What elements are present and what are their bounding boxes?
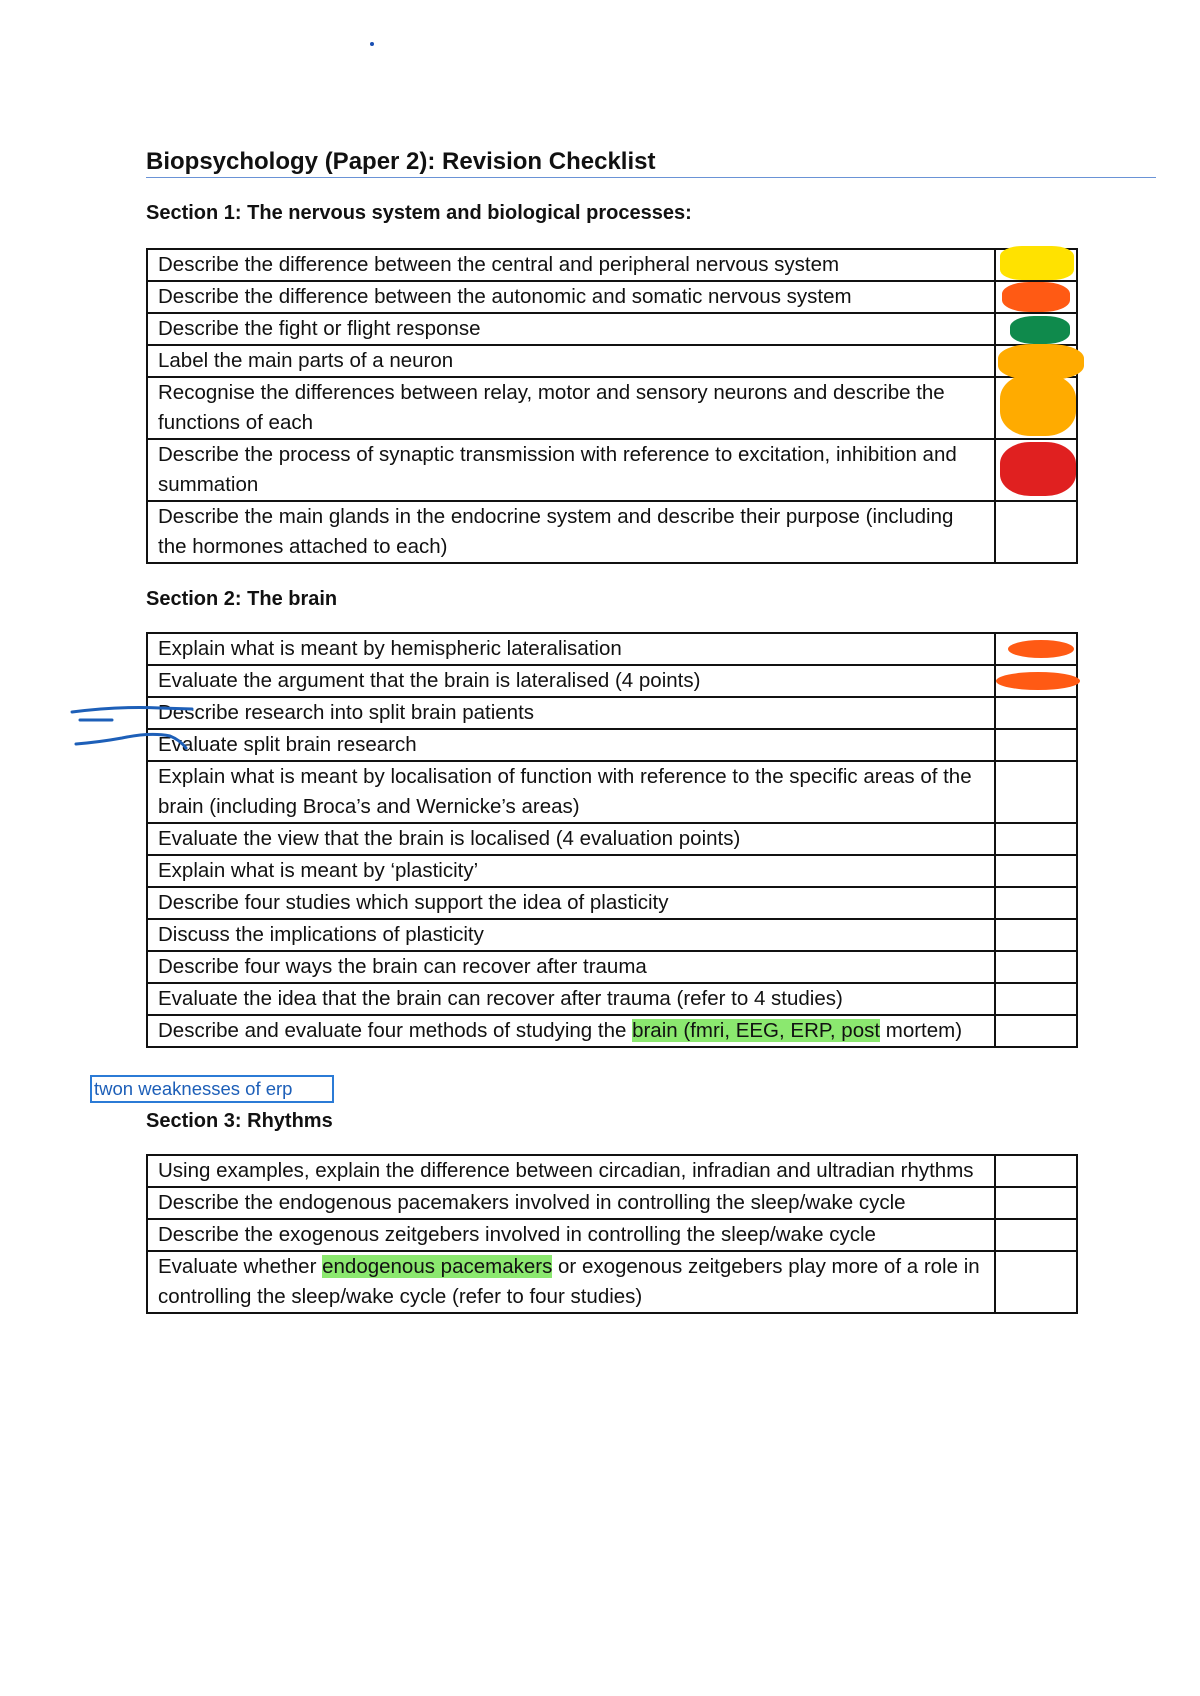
status-box[interactable] xyxy=(995,855,1077,887)
status-box[interactable] xyxy=(995,313,1077,345)
status-box[interactable] xyxy=(995,1155,1077,1187)
item-text: Evaluate the argument that the brain is lateralised (4 points) xyxy=(147,665,995,697)
item-text: Describe the main glands in the endocrine system and describe their purpose (including the hormones attached to each) xyxy=(147,501,995,563)
item-text xyxy=(147,1015,995,1047)
table-row xyxy=(147,633,1077,665)
status-box[interactable] xyxy=(995,1015,1077,1047)
item-text: Evaluate the view that the brain is localised (4 evaluation points) xyxy=(147,823,995,855)
item-text: Recognise the differences between relay, motor and sensory neurons and describe the functions of each xyxy=(147,377,995,439)
table-row xyxy=(147,887,1077,919)
table-row xyxy=(147,951,1077,983)
highlighted-text: brain (fmri, EEG, ERP, post xyxy=(632,1019,881,1042)
status-box[interactable] xyxy=(995,501,1077,563)
highlighted-text: endogenous pacemakers xyxy=(322,1255,553,1278)
section-3-heading: Section 3: Rhythms xyxy=(146,1110,333,1132)
item-text-part: or exogenous zeitgebers play more of a role in controlling the sleep/wake cycle (refer to four studies) xyxy=(158,1255,980,1308)
item-text: Describe the fight or flight response xyxy=(147,313,995,345)
status-mark xyxy=(1000,246,1074,280)
item-text: Describe four ways the brain can recover after trauma xyxy=(147,951,995,983)
status-box[interactable] xyxy=(995,665,1077,697)
status-box[interactable] xyxy=(995,377,1077,439)
table-row xyxy=(147,501,1077,563)
item-text: Explain what is meant by localisation of function with reference to the specific areas of the brain (including Broca’s and Wernicke’s areas) xyxy=(147,761,995,823)
section-2-heading: Section 2: The brain xyxy=(146,588,338,610)
stray-ink-dot xyxy=(370,42,374,46)
table-row xyxy=(147,919,1077,951)
item-text: Describe the exogenous zeitgebers involved in controlling the sleep/wake cycle xyxy=(147,1219,995,1251)
table-row xyxy=(147,1155,1077,1187)
item-text: Explain what is meant by hemispheric lateralisation xyxy=(147,633,995,665)
item-text-part: mortem) xyxy=(880,1019,963,1042)
item-text: Describe the difference between the central and peripheral nervous system xyxy=(147,249,995,281)
title-underline xyxy=(146,177,1156,178)
status-box[interactable] xyxy=(995,439,1077,501)
table-row xyxy=(147,855,1077,887)
table-row xyxy=(147,377,1077,439)
item-text: Describe the process of synaptic transmission with reference to excitation, inhibition and summation xyxy=(147,439,995,501)
item-text: Explain what is meant by ‘plasticity’ xyxy=(147,855,995,887)
table-row xyxy=(147,439,1077,501)
item-text xyxy=(147,1251,995,1313)
table-row xyxy=(147,345,1077,377)
item-text: Discuss the implications of plasticity xyxy=(147,919,995,951)
item-text: Label the main parts of a neuron xyxy=(147,345,995,377)
item-text: Describe research into split brain patients xyxy=(147,697,995,729)
status-box[interactable] xyxy=(995,281,1077,313)
status-box[interactable] xyxy=(995,983,1077,1015)
item-text: Using examples, explain the difference between circadian, infradian and ultradian rhythms xyxy=(147,1155,995,1187)
page-title: Biopsychology (Paper 2): Revision Checklist xyxy=(146,148,656,175)
status-box[interactable] xyxy=(995,697,1077,729)
status-mark xyxy=(1000,374,1076,436)
item-text-part: Describe and evaluate four methods of studying the xyxy=(158,1019,633,1042)
table-row xyxy=(147,1187,1077,1219)
status-mark xyxy=(996,672,1080,690)
table-row xyxy=(147,281,1077,313)
status-mark xyxy=(1008,640,1074,658)
section-1-heading: Section 1: The nervous system and biological processes: xyxy=(146,202,692,224)
status-box[interactable] xyxy=(995,1219,1077,1251)
status-box[interactable] xyxy=(995,1251,1077,1313)
table-row xyxy=(147,761,1077,823)
status-box[interactable] xyxy=(995,729,1077,761)
status-box[interactable] xyxy=(995,1187,1077,1219)
status-box[interactable] xyxy=(995,887,1077,919)
item-text: Describe four studies which support the idea of plasticity xyxy=(147,887,995,919)
section-1-table xyxy=(146,248,1078,564)
table-row xyxy=(147,1219,1077,1251)
table-row xyxy=(147,313,1077,345)
table-row xyxy=(147,729,1077,761)
table-row xyxy=(147,983,1077,1015)
table-row xyxy=(147,1251,1077,1313)
table-row xyxy=(147,823,1077,855)
status-box[interactable] xyxy=(995,823,1077,855)
status-box[interactable] xyxy=(995,951,1077,983)
status-box[interactable] xyxy=(995,761,1077,823)
table-row xyxy=(147,697,1077,729)
annotation-text-box[interactable]: twon weaknesses of erp xyxy=(90,1075,334,1103)
status-box[interactable] xyxy=(995,345,1077,377)
status-mark xyxy=(1010,316,1070,344)
item-text: Evaluate split brain research xyxy=(147,729,995,761)
status-box[interactable] xyxy=(995,633,1077,665)
item-text: Describe the endogenous pacemakers involved in controlling the sleep/wake cycle xyxy=(147,1187,995,1219)
item-text: Describe the difference between the autonomic and somatic nervous system xyxy=(147,281,995,313)
section-3-table xyxy=(146,1154,1078,1314)
status-box[interactable] xyxy=(995,249,1077,281)
section-2-table xyxy=(146,632,1078,1048)
table-row xyxy=(147,249,1077,281)
status-box[interactable] xyxy=(995,919,1077,951)
status-mark xyxy=(1000,442,1076,496)
table-row xyxy=(147,1015,1077,1047)
table-row xyxy=(147,665,1077,697)
item-text: Evaluate the idea that the brain can recover after trauma (refer to 4 studies) xyxy=(147,983,995,1015)
item-text-part: Evaluate whether xyxy=(158,1255,323,1278)
status-mark xyxy=(1002,282,1070,312)
